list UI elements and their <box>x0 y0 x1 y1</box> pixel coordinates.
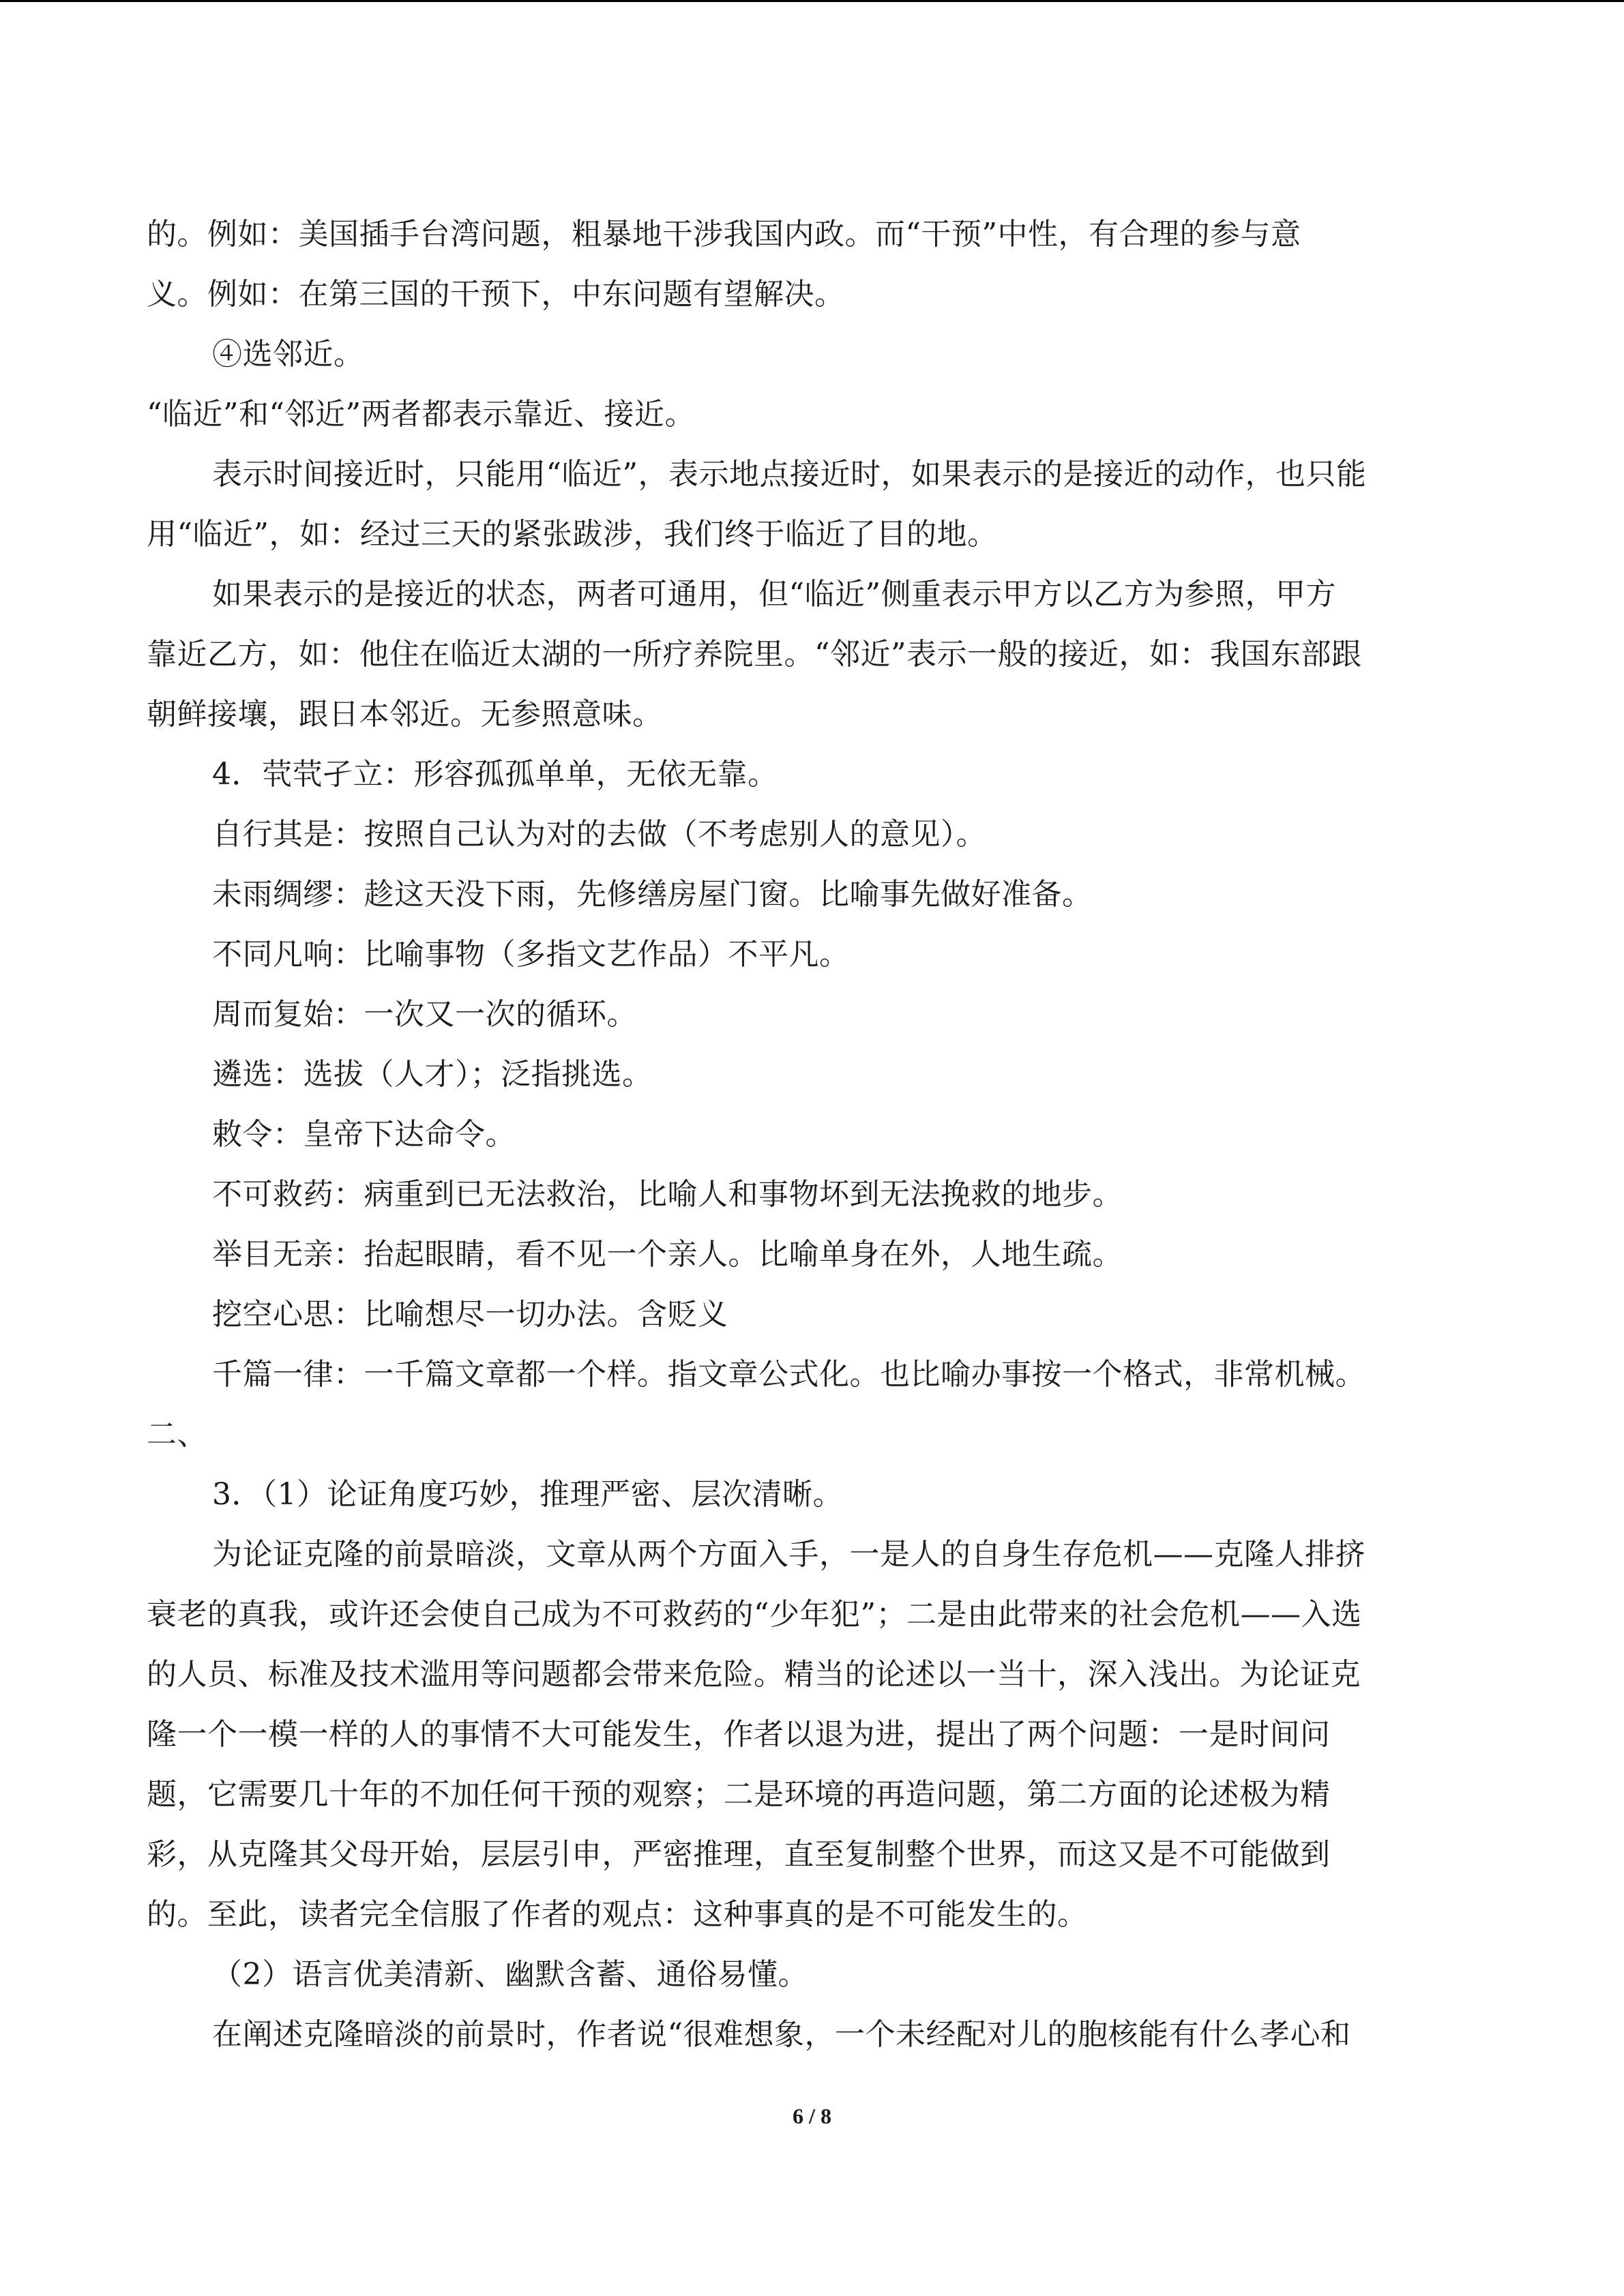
text-line: 的人员、标准及技术滥用等问题都会带来危险。精当的论述以一当十，深入浅出。为论证克 <box>147 1657 1361 1692</box>
text-line: 衰老的真我，或许还会使自己成为不可救药的“少年犯”；二是由此带来的社会危机——入选 <box>147 1597 1362 1632</box>
text-line: 义。例如：在第三国的干预下，中东问题有望解决。 <box>147 277 845 312</box>
text-line: 的。例如：美国插手台湾问题，粗暴地干涉我国内政。而“干预”中性，有合理的参与意 <box>147 217 1301 252</box>
text-line: 3．（1）论证角度巧妙，推理严密、层次清晰。 <box>212 1477 843 1512</box>
text-line: 为论证克隆的前景暗淡，文章从两个方面入手，一是人的自身生存危机——克隆人排挤 <box>212 1537 1365 1572</box>
text-line: 用“临近”，如：经过三天的紧张跋涉，我们终于临近了目的地。 <box>147 517 998 552</box>
text-line: 敕令：皇帝下达命令。 <box>212 1117 516 1152</box>
text-line: 自行其是：按照自己认为对的去做（不考虑别人的意见）。 <box>212 817 986 852</box>
text-line: 4．茕茕孑立：形容孤孤单单，无依无靠。 <box>212 757 778 792</box>
text-line: 挖空心思：比喻想尽一切办法。含贬义 <box>212 1297 728 1332</box>
text-line: 隆一个一模一样的人的事情不大可能发生，作者以退为进，提出了两个问题：一是时间问 <box>147 1717 1331 1752</box>
text-line: 如果表示的是接近的状态，两者可通用，但“临近”侧重表示甲方以乙方为参照，甲方 <box>212 577 1336 612</box>
text-line: 千篇一律：一千篇文章都一个样。指文章公式化。也比喻办事按一个格式，非常机械。 <box>212 1357 1365 1392</box>
text-line: 彩，从克隆其父母开始，层层引申，严密推理，直至复制整个世界，而这又是不可能做到 <box>147 1837 1331 1872</box>
text-line: 不可救药：病重到已无法救治，比喻人和事物坏到无法挽救的地步。 <box>212 1177 1123 1212</box>
text-line: 未雨绸缪：趁这天没下雨，先修缮房屋门窗。比喻事先做好准备。 <box>212 877 1093 912</box>
text-line: 靠近乙方，如：他住在临近太湖的一所疗养院里。“邻近”表示一般的接近，如：我国东部跟 <box>147 637 1362 672</box>
text-line: 朝鲜接壤，跟日本邻近。无参照意味。 <box>147 697 663 732</box>
page-number: 6 / 8 <box>793 2104 831 2128</box>
text-line: 在阐述克隆暗淡的前景时，作者说“很难想象，一个未经配对儿的胞核能有什么孝心和 <box>212 2017 1351 2052</box>
text-line: 不同凡响：比喻事物（多指文艺作品）不平凡。 <box>212 937 850 972</box>
text-line: （2）语言优美清新、幽默含蓄、通俗易懂。 <box>212 1957 808 1992</box>
text-line: 举目无亲：抬起眼睛，看不见一个亲人。比喻单身在外，人地生疏。 <box>212 1237 1123 1272</box>
text-line: 表示时间接近时，只能用“临近”，表示地点接近时，如果表示的是接近的动作，也只能 <box>212 457 1367 492</box>
text-line: 周而复始：一次又一次的循环。 <box>212 997 637 1032</box>
text-line: 二、 <box>147 1417 207 1452</box>
text-line: 的。至此，读者完全信服了作者的观点：这种事真的是不可能发生的。 <box>147 1897 1088 1932</box>
page-top-border <box>0 0 1624 2</box>
document-body <box>147 205 1477 2065</box>
text-line: ④选邻近。 <box>212 337 364 372</box>
text-line: 题，它需要几十年的不加任何干预的观察；二是环境的再造问题，第二方面的论述极为精 <box>147 1777 1331 1812</box>
text-line: 遴选：选拔（人才）；泛指挑选。 <box>212 1057 653 1092</box>
text-line: “临近”和“邻近”两者都表示靠近、接近。 <box>147 397 695 432</box>
